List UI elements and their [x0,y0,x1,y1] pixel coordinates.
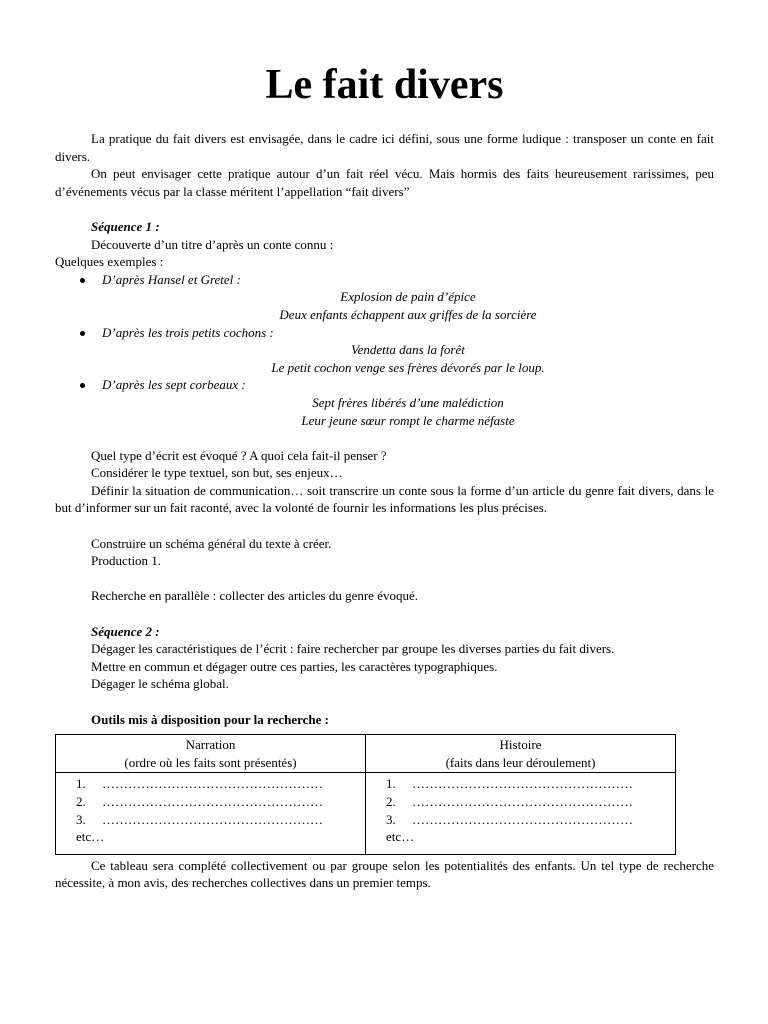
list-item-etc: etc… [386,829,415,845]
example-source-1: D’après Hansel et Gretel : [55,271,714,289]
sequence-1-line: Découverte d’un titre d’après un conte connu : [91,236,334,252]
example-title-2: Vendetta dans la forêt [351,342,465,358]
question-3: Définir la situation de communication… soit transcrire un conte sous la forme d’un article du genre fait divers, dans le but d’informer sur un fait raconté, avec la volonté de fournir les informations les plus précises. [55,482,714,516]
intro-paragraph-1: La pratique du fait divers est envisagée, dans le cadre ici défini, sous une forme ludique : transposer un conte en fait divers. [55,131,714,164]
list-item: 2. …………………………………………… [76,793,323,809]
table-header-narration [56,735,366,773]
example-source-2: D’après les trois petits cochons : [55,324,714,342]
intro-paragraph-2: On peut envisager cette pratique autour d’un fait réel vécu. Mais hormis des faits heureusement rarissimes, peu d’événements vécus par la classe méritent l’appellation “fait divers” [55,166,714,199]
question-2: Considérer le type textuel, son but, ses enjeux… [91,465,343,481]
research-line: Recherche en parallèle : collecter des articles du genre évoqué. [91,588,418,604]
sequence-2-heading: Séquence 2 : [91,623,160,639]
production-line: Production 1. [91,553,162,569]
example-title-1: Explosion de pain d’épice [340,289,476,305]
example-subtitle-3: Leur jeune sœur rompt le charme néfaste [301,412,515,428]
example-subtitle-2: Le petit cochon venge ses frères dévorés par le loup. [271,359,545,375]
narration-title: Narration [185,737,236,753]
conclusion-paragraph: Ce tableau sera complété collectivement ou par groupe selon les potentialités des enfants. Un tel type de recherche nécessite, à mon avis, des recherches collectives dans un premier temps. [55,857,714,891]
sequence-1-heading: Séquence 1 : [91,218,160,234]
histoire-subtitle: (faits dans leur déroulement) [445,754,596,770]
histoire-cell [366,773,676,854]
tools-label: Outils mis à disposition pour la recherche : [91,711,329,727]
page-title: Le fait divers [265,62,504,108]
example-source-3: D’après les sept corbeaux : [55,376,714,394]
document-page [55,0,714,892]
examples-list [55,271,714,429]
sequence-2-paragraph-1: Dégager les caractéristiques de l’écrit : faire rechercher par groupe les diverses parties du fait divers. [91,641,615,657]
sequence-2-paragraph-3: Dégager le schéma global. [91,676,229,692]
list-item: 1. …………………………………………… [386,776,633,792]
example-subtitle-1: Deux enfants échappent aux griffes de la sorcière [279,306,537,322]
research-table [55,734,676,855]
list-item: 3. …………………………………………… [76,811,323,827]
build-schema-line: Construire un schéma général du texte à créer. [91,535,332,551]
example-title-3: Sept frères libérés d’une malédiction [312,394,504,410]
list-item: 3. …………………………………………… [386,811,633,827]
sequence-2-paragraph-2: Mettre en commun et dégager outre ces parties, les caractères typographiques. [91,658,498,674]
histoire-title: Histoire [499,737,542,753]
list-item-etc: etc… [76,829,105,845]
narration-subtitle: (ordre où les faits sont présentés) [124,754,297,770]
narration-cell [56,773,366,854]
table-header-histoire [366,735,676,773]
list-item: 2. …………………………………………… [386,793,633,809]
question-1: Quel type d’écrit est évoqué ? A quoi cela fait-il penser ? [91,447,387,463]
list-item: 1. …………………………………………… [76,776,323,792]
examples-label: Quelques exemples : [55,254,164,270]
